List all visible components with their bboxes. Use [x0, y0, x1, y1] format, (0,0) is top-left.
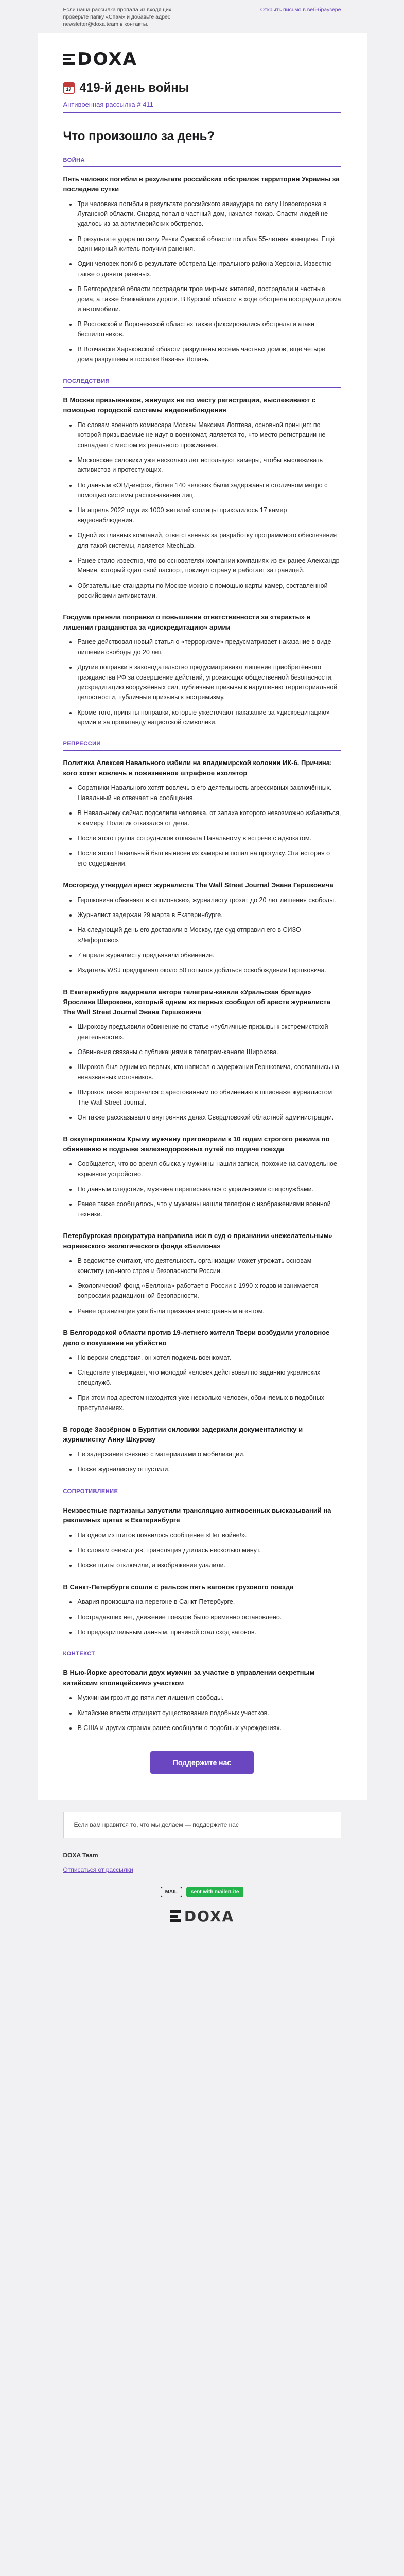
war-day-header: [63, 81, 341, 95]
story-point: Ранее организация уже была признана иностранным агентом.: [63, 1307, 341, 1316]
story-point: В Ростовской и Воронежской областях также фиксировались обстрелы и атаки беспилотников.: [63, 319, 341, 340]
story-point: Один человек погиб в результате обстрела Центрального района Херсона. Известно также о девяти раненых.: [63, 259, 341, 279]
story-points: [63, 1256, 341, 1316]
story-point: Широкову предъявили обвинение по статье «публичные призывы к экстремистской деятельности».: [63, 1022, 341, 1042]
preheader-note: Если наша рассылка пропала из входящих, проверьте папку «Спам» и добавьте адрес newsletter@doxa.team в контакты.: [63, 7, 173, 28]
story-points: [63, 1531, 341, 1571]
story: [63, 1582, 341, 1638]
logo-mark-icon: [63, 54, 75, 65]
story-points: [63, 420, 341, 601]
story-points: [63, 783, 341, 869]
story-point: Позже щиты отключили, а изображение удалили.: [63, 1561, 341, 1570]
story-point: Экологический фонд «Беллона» работает в России с 1990-х годов и занимается вопросами радиационной безопасности.: [63, 1281, 341, 1301]
story-lead: В Нью-Йорке арестовали двух мужчин за участие в управлении секретным китайским «полицейским» участком: [63, 1669, 315, 1687]
mailerlite-badge: sent with mailerLite: [186, 1887, 243, 1897]
footer-logo-mark-icon: [170, 1910, 181, 1922]
support-text-main: Если вам нравится то, что мы делаем — поддержите нас: [74, 1821, 239, 1828]
section-divider: [63, 387, 341, 388]
story-point: В ведомстве считают, что деятельность организации может угрожать основам конституционного строя и безопасности России.: [63, 1256, 341, 1276]
story: [63, 758, 341, 869]
story-points: [63, 1450, 341, 1475]
story-point: Авария произошла на перегоне в Санкт-Петербурге.: [63, 1597, 341, 1607]
story-point: Ранее стало известно, что во основателях компании компаниях из ex-ранее Александр Минин, который сдал свой паспорт, покинул страну и работает за границей.: [63, 556, 341, 576]
story-point: Широков был одним из первых, кто написал о задержании Гершковича, сославшись на неназванных источников.: [63, 1062, 341, 1082]
section-divider: [63, 750, 341, 751]
footer-badges: [63, 1887, 341, 1897]
story-point: Сообщается, что во время обыска у мужчины нашли записи, похожие на самодельное взрывное устройство.: [63, 1159, 341, 1179]
story-points: [63, 1597, 341, 1637]
story-point: Издатель WSJ предпринял около 50 попыток добиться освобождения Гершковича.: [63, 965, 341, 975]
story-lead: Неизвестные партизаны запустили трансляцию антивоенных высказываний на рекламных щитах в Екатеринбурге: [63, 1506, 331, 1524]
support-text: [74, 1821, 239, 1829]
story-point: По версии следствия, он хотел поджечь военкомат.: [63, 1353, 341, 1363]
story-lead: В оккупированном Крыму мужчину приговорили к 10 годам строгого режима по обвинению в подрыве железнодорожных путей по подаче поезда: [63, 1135, 330, 1153]
section-0: [63, 157, 341, 365]
footer: [38, 1838, 367, 1945]
story: [63, 1328, 341, 1413]
main-title: Что произошло за день?: [63, 129, 215, 143]
story-lead: Пять человек погибли в результате российских обстрелов территории Украины за последние сутки: [63, 175, 340, 193]
support-us-button[interactable]: Поддержите нас: [150, 1751, 254, 1774]
story-points: [63, 1693, 341, 1733]
story-point: Китайские власти отрицают существование подобных участков.: [63, 1708, 341, 1718]
sections-container: [63, 157, 341, 1734]
story: [63, 395, 341, 601]
story-point: На апрель 2022 года из 1000 жителей столицы приходилось 17 камер видеонаблюдения.: [63, 505, 341, 526]
unsubscribe-link[interactable]: Отписаться от рассылки: [63, 1866, 133, 1873]
story-points: [63, 1353, 341, 1413]
section-4: [63, 1651, 341, 1733]
story-point: Широков также встречался с арестованным по обвинению в шпионаже журналистом The Wall Street Journal.: [63, 1088, 341, 1108]
issue-subtitle: Антивоенная рассылка # 411: [63, 100, 153, 108]
story-point: Ранее также сообщалось, что у мужчины нашли телефон с изображениями военной техники.: [63, 1199, 341, 1219]
story: [63, 1134, 341, 1219]
story-point: На одном из щитов появилось сообщение «Нет войне!».: [63, 1531, 341, 1540]
story-point: На следующий день его доставили в Москву, где суд отправил его в СИЗО «Лефортово».: [63, 925, 341, 945]
story-lead: Политика Алексея Навального избили на владимирской колонии ИК-6. Причина: кого хотят вовлечь в пожизненное штрафное изолятор: [63, 759, 332, 777]
section-2: [63, 741, 341, 1475]
mail-badge: MAIL: [161, 1887, 182, 1897]
story-lead: Госдума приняла поправки о повышении ответственности за «теракты» и лишении гражданства за «дискредитацию» армии: [63, 613, 311, 631]
header-divider: [63, 112, 341, 113]
story-lead: В городе Заозёрном в Бурятии силовики задержали документалистку и журналистку Анну Шкурову: [63, 1425, 303, 1444]
story-point: Кроме того, приняты поправки, которые ужесточают наказание за «дискредитацию» армии и за пропаганду нацистской символики.: [63, 708, 341, 728]
story-point: Мужчинам грозит до пяти лет лишения свободы.: [63, 1693, 341, 1703]
story-lead: В Москве призывников, живущих не по месту регистрации, выслеживают с помощью городской системы видеонаблюдения: [63, 396, 315, 414]
section-label: КОНТЕКСТ: [63, 1651, 95, 1657]
story: [63, 1505, 341, 1571]
newsletter-card: [38, 33, 367, 1800]
section-1: [63, 378, 341, 728]
story-points: [63, 895, 341, 976]
story-point: В результате удара по селу Речки Сумской области погибла 55-летняя женщина. Ещё один мирный житель получил ранения.: [63, 234, 341, 255]
story-point: Позже журналистку отпустили.: [63, 1465, 341, 1475]
story-points: [63, 1022, 341, 1123]
footer-team: DOXA Team: [63, 1851, 98, 1859]
story-point: Журналист задержан 29 марта в Екатеринбурге.: [63, 910, 341, 920]
section-label: ПОСЛЕДСТВИЯ: [63, 378, 110, 384]
story-point: Обвинения связаны с публикациями в телеграм-канале Широкова.: [63, 1047, 341, 1057]
story: [63, 174, 341, 365]
story-points: [63, 1159, 341, 1219]
story-points: [63, 199, 341, 365]
story: [63, 612, 341, 727]
story-point: Её задержание связано с материалами о мобилизации.: [63, 1450, 341, 1460]
story-point: В Белгородской области пострадали трое мирных жителей, пострадали и частные дома, а также ближайшие дороги. В Курской области в ходе обстрела пострадали дома и автомобили.: [63, 284, 341, 314]
story-point: По данным следствия, мужчина переписывался с украинскими спецслужбами.: [63, 1184, 341, 1194]
section-label: СОПРОТИВЛЕНИЕ: [63, 1488, 118, 1495]
story-point: Соратники Навального хотят вовлечь в его деятельность агрессивных заключённых. Навальный не отвечает на сообщения.: [63, 783, 341, 803]
story: [63, 880, 341, 976]
story-lead: Петербургская прокуратура направила иск в суд о признании «нежелательным» норвежского экологического фонда «Беллона»: [63, 1232, 332, 1250]
story-point: По данным «ОВД-инфо», более 140 человек были задержаны в столичном метро с помощью системы распознавания лиц.: [63, 481, 341, 501]
story: [63, 1425, 341, 1475]
preheader: [63, 0, 341, 33]
story-lead: В Белгородской области против 19-летнего жителя Твери возбудили уголовное дело о покушении на убийство: [63, 1329, 330, 1347]
story-point: По предварительным данным, причиной стал сход вагонов.: [63, 1628, 341, 1637]
support-box: [63, 1812, 341, 1838]
story-point: Московские силовики уже несколько лет используют камеры, чтобы выслеживать активистов и протестующих.: [63, 455, 341, 476]
story-point: Он также рассказывал о внутренних делах Свердловской областной администрации.: [63, 1113, 341, 1123]
open-in-browser-link[interactable]: Открыть письмо в веб-браузере: [260, 7, 341, 13]
story-point: Другие поправки в законодательство предусматривают лишение приобретённого гражданства РФ за совершение действий, угрожающих общественной безопасности, дискредитацию вооружённых сил, публичные призывы к нарушению территориальной целостности, публичные призывы к экстремизму.: [63, 663, 341, 703]
story-point: Гершковича обвиняют в «шпионаже», журналисту грозит до 20 лет лишения свободы.: [63, 895, 341, 905]
story-point: После этого Навальный был вынесен из камеры и попал на прогулку. Эта история о его содержании.: [63, 849, 341, 869]
footer-brand-name: DOXA: [184, 1907, 235, 1925]
story-point: По словам очевидцев, трансляция длилась несколько минут.: [63, 1546, 341, 1555]
section-label: ВОЙНА: [63, 157, 85, 163]
story-lead: Мосгорсуд утвердил арест журналиста The Wall Street Journal Эвана Гершковича: [63, 881, 333, 889]
story-point: 7 апреля журналисту предъявили обвинение.: [63, 951, 341, 960]
story-point: При этом под арестом находится уже несколько человек, обвиняемых в подобных преступлениях.: [63, 1393, 341, 1413]
story-point: В США и других странах ранее сообщали о подобных учреждениях.: [63, 1723, 341, 1733]
story-points: [63, 637, 341, 727]
story-point: После этого группа сотрудников отказала Навальному в встрече с адвокатом.: [63, 834, 341, 843]
story: [63, 987, 341, 1123]
story-point: В Навальному сейчас подселили человека, от запаха которого невозможно избавиться, в камеру. Политик отказался от дела.: [63, 808, 341, 828]
story-point: Ранее действовал новый статья о «терроризме» предусматривает наказание в виде лишения свободы до 20 лет.: [63, 637, 341, 657]
story-lead: В Екатеринбурге задержали автора телеграм-канала «Уральская бригада» Ярослава Широкова, который одним из первых сообщил об аресте журналиста The Wall Street Journal Эвана Гершковича: [63, 988, 330, 1016]
brand-name: DOXA: [77, 48, 137, 70]
story-point: Следствие утверждает, что молодой человек действовал по заданию украинских спецслужб.: [63, 1368, 341, 1388]
story-lead: В Санкт-Петербурге сошли с рельсов пять вагонов грузового поезда: [63, 1583, 294, 1591]
story: [63, 1231, 341, 1316]
cta-wrap: [63, 1751, 341, 1774]
story-point: По словам военного комиссара Москвы Максима Лоптева, основной принцип: по которой призываемые не идут в военкомат, является то, что место регистрации не совпадает с местом их реального проживания.: [63, 420, 341, 450]
footer-logo: [63, 1908, 341, 1925]
story-point: В Волчанске Харьковской области разрушены восемь частных домов, ещё четыре дома разрушены в поселке Казачья Лопань.: [63, 345, 341, 365]
calendar-icon: [63, 82, 75, 94]
section-label: РЕПРЕССИИ: [63, 741, 101, 748]
story: [63, 1668, 341, 1733]
section-3: [63, 1488, 341, 1638]
story-point: Одной из главных компаний, ответственных за разработку программного обеспечения для такой системы, является NtechLab.: [63, 531, 341, 551]
story-point: Пострадавших нет, движение поездов было временно остановлено.: [63, 1613, 341, 1622]
war-day-title: 419-й день войны: [79, 80, 189, 95]
brand-logo: [63, 49, 341, 70]
section-divider: [63, 166, 341, 167]
story-point: Обязательные стандарты по Москве можно с помощью карты камер, составленной российскими активистами.: [63, 581, 341, 601]
story-point: Три человека погибли в результате российского авиаудара по селу Новоегоровка в Луганской области. Снаряд попал в частный дом, начался пожар. Спасти людей не удалось из-за артиллерийских обстрелов.: [63, 199, 341, 229]
